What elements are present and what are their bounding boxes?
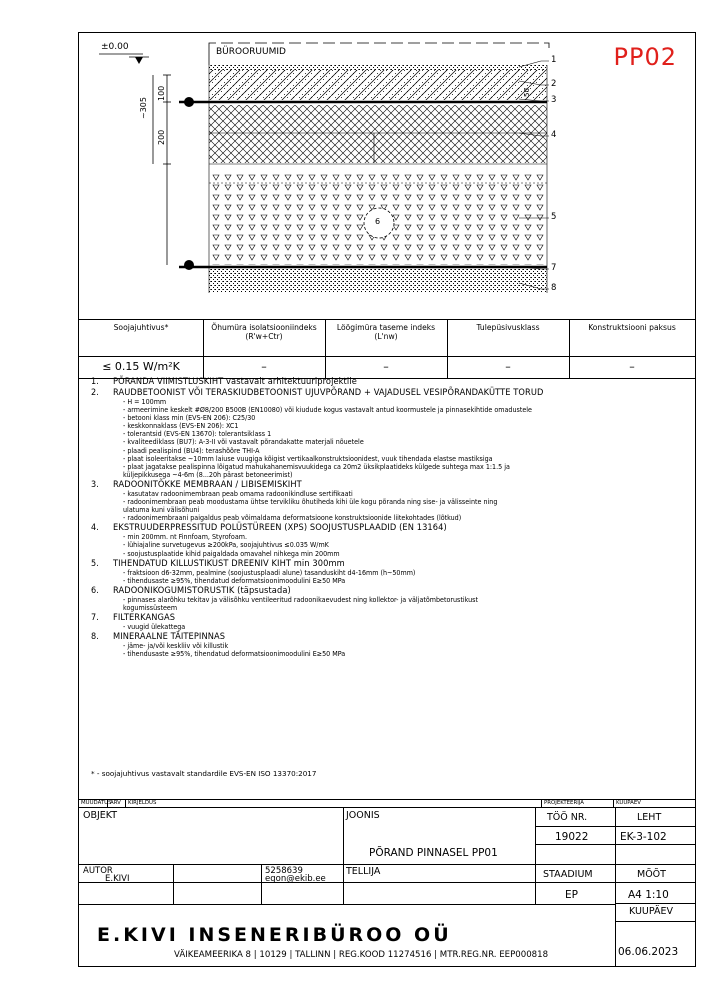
note-detail: - pinnases alarõhku tekitav ja välisõhku ventileeritud radoonikaevudest ning kollektor- ja väljatõmbetorustikust xyxy=(123,594,478,604)
note-detail: - fraktsioon d6-32mm, pealmine (soojustusplaadi alune) tasanduskiht d4-16mm (h~50mm) xyxy=(123,567,416,577)
note-item xyxy=(91,480,691,522)
layer-marker-1: 1 xyxy=(551,55,557,65)
staadium-value: EP xyxy=(565,889,578,901)
rev-header-kirjeldus: KIRJELDUS xyxy=(128,800,157,806)
note-detail: - tolerantsid (EVS-EN 13670): tolerantsiklass 1 xyxy=(123,429,272,439)
note-detail: - soojustusplaatide kihid paigaldada omavahel nihkega min 200mm xyxy=(123,548,340,558)
note-title: RADOONIKOGUMISTORUSTIK (täpsustada) xyxy=(113,584,291,596)
circle-marker-6: 6 xyxy=(375,217,381,226)
layer-marker-3: 3 xyxy=(551,95,557,105)
rev-header-kuupaev: KUUPÄEV xyxy=(616,800,641,806)
dim-total: ~305 xyxy=(139,97,148,119)
note-item xyxy=(91,377,691,387)
note-detail: küljepikkusega ~4-6m (8...20h pärast betoneerimist) xyxy=(123,469,293,479)
note-title: RADOONITÕKKE MEMBRAAN / LIBISEMISKIHT xyxy=(113,478,302,490)
autor-value: E.KIVI xyxy=(105,874,130,884)
dim-small: 50 xyxy=(523,88,531,97)
note-item xyxy=(91,559,691,585)
note-detail: - betooni klass min (EVS-EN 206): C25/30 xyxy=(123,413,256,423)
prop-header-airborne: Õhumüra isolatsiooniindeks (R'w+Ctr) xyxy=(211,323,317,341)
note-title: MINERAALNE TÄITEPINNAS xyxy=(113,631,226,643)
note-detail: - jäme- ja/või keskliiv või killustik xyxy=(123,641,229,651)
autor-label: AUTOR xyxy=(83,866,113,876)
note-detail: - kvaliteediklass (BU7): A-3-II või vastavalt põrandakatte materjali nõuetele xyxy=(123,437,364,447)
prop-value-thermal: ≤ 0.15 W/m²K xyxy=(102,360,180,373)
prop-header-fire: Tulepüsivusklass xyxy=(476,323,540,332)
prop-value-impact: – xyxy=(383,360,389,373)
note-number: 2. xyxy=(91,388,99,398)
staadium-label: STAADIUM xyxy=(543,869,593,880)
prop-header-impact: Löögimüra taseme indeks (L'nw) xyxy=(336,323,436,341)
note-item xyxy=(91,613,691,631)
contact-phone: 5258639 xyxy=(265,866,303,876)
layer-marker-8: 8 xyxy=(551,283,557,293)
note-detail: - kasutatav radoonimembraan peab omama radoonikindluse sertifikaati xyxy=(123,488,353,498)
dim-top: 100 xyxy=(157,85,166,101)
note-item xyxy=(91,586,691,612)
note-detail: ulatuma kuni välisõhuni xyxy=(123,505,200,515)
note-number: 7. xyxy=(91,612,99,623)
divider xyxy=(79,319,695,320)
note-detail: - tihendusaste ≥95%, tihendatud deformatsioonimoodulini E≥50 MPa xyxy=(123,649,346,659)
floor-section-drawing xyxy=(79,33,695,295)
note-detail: - H = 100mm xyxy=(123,397,167,406)
note-title: EKSTRUUDERPRESSITUD POLÜSTÜREEN (XPS) SOOJUSTUSPLAADID (EN 13164) xyxy=(113,522,447,534)
moot-label: MÕÕT xyxy=(637,869,666,880)
note-detail: - keskkonnaklass (EVS-EN 206): XC1 xyxy=(123,421,239,431)
contact-email: egon@ekib.ee xyxy=(265,874,326,884)
too-nr-value: 19022 xyxy=(555,831,589,843)
rev-header-projekteerija: PROJEKTEERIJA xyxy=(544,800,584,806)
note-detail: - vuugid ülekattega xyxy=(123,621,186,631)
note-detail: - armeerimine keskelt #Ø8/200 B500B (EN10080) või kiudude kogus vastavalt antud koormustele ja pinnasekihtide omadustele xyxy=(123,405,532,415)
footnote: * - soojajuhtivus vastavalt standardile EVS-EN ISO 13370:2017 xyxy=(91,769,317,778)
note-number: 5. xyxy=(91,558,99,569)
note-number: 6. xyxy=(91,585,99,596)
drawing-sheet xyxy=(78,32,696,967)
room-label: BÜROORUUMID xyxy=(216,47,286,57)
note-title: RAUDBETOONIST VÕI TERASKIUDBETOONIST UJUVPÕRAND + VAJADUSEL VESIPÕRANDAKÜTTE TORUD xyxy=(113,387,544,398)
note-detail: - tihendusaste ≥95%, tihendatud deformatsioonimoodulini E≥50 MPa xyxy=(123,575,346,585)
layer-marker-5: 5 xyxy=(551,212,557,222)
divider xyxy=(79,799,695,800)
layer-marker-4: 4 xyxy=(551,130,557,140)
note-title: PÕRANDA VIIMISTLUSKIHT vastavalt arhitektuuriprojektile xyxy=(113,376,357,387)
note-number: 4. xyxy=(91,523,99,534)
note-number: 8. xyxy=(91,632,99,643)
level-label: ±0.00 xyxy=(101,42,129,52)
layer-marker-2: 2 xyxy=(551,79,557,89)
note-number: 3. xyxy=(91,479,99,490)
drawing-code: PP02 xyxy=(613,43,677,71)
joonis-label: JOONIS xyxy=(346,810,380,821)
note-detail: - plaadi pealispind (BU4): terashõõre THI-A xyxy=(123,445,260,455)
note-detail: - plaat isoleeritakse ~10mm laiuse vuugiga kõigist vertikaalkonstruktsioonidest, vuuk tihendada elastse mastiksiga xyxy=(123,453,493,463)
company-details: VÄIKEAMEERIKA 8 | 10129 | TALLINN | REG.KOOD 11274516 | MTR.REG.NR. EEP000818 xyxy=(174,950,549,960)
prop-value-fire: – xyxy=(505,360,511,373)
prop-header-thickness: Konstruktsiooni paksus xyxy=(588,323,676,332)
leht-value: EK-3-102 xyxy=(620,831,667,843)
objekt-label: OBJEKT xyxy=(83,810,118,821)
note-item xyxy=(91,388,691,479)
note-title: TIHENDATUD KILLUSTIKUST DREENIV KIHT min 300mm xyxy=(113,557,345,569)
note-detail: - radoonimembraani paigaldus peab võimaldama deformatsioone konstruktsioonide liitekohtades (lõtkud) xyxy=(123,513,462,523)
note-title: FILTERKANGAS xyxy=(113,611,176,623)
dim-bottom: 200 xyxy=(157,129,166,145)
prop-header-thermal: Soojajuhtivus* xyxy=(113,323,169,332)
note-item xyxy=(91,523,691,557)
note-detail: kogumissüsteem xyxy=(123,602,178,612)
prop-value-airborne: – xyxy=(261,360,267,373)
kuupaev-value: 06.06.2023 xyxy=(618,946,679,958)
rev-header-muudatus: MUUDATUS xyxy=(81,800,112,806)
prop-value-thickness: – xyxy=(629,360,635,373)
note-detail: - plaat jagatakse pealispinna lõigatud mahukahanemisvuukidega ca 20m2 üksikplaatideks külgede suhtega max 1:1.5 ja xyxy=(123,461,510,471)
leht-label: LEHT xyxy=(637,812,662,823)
company-name: E.KIVI INSENERIBÜROO OÜ xyxy=(97,924,452,946)
note-item xyxy=(91,632,691,658)
note-detail: - lühiajaline survetugevus ≥200kPa, soojajuhtivus ≤0.035 W/mK xyxy=(123,540,329,550)
note-detail: - min 200mm. nt Finnfoam, Styrofoam. xyxy=(123,532,247,542)
note-number: 1. xyxy=(91,377,99,387)
moot-value: A4 1:10 xyxy=(628,889,669,901)
layer-notes xyxy=(91,377,691,658)
layer-marker-7: 7 xyxy=(551,263,557,273)
kuupaev-label: KUUPÄEV xyxy=(629,906,674,917)
rev-header-arv: ARV xyxy=(110,800,121,806)
note-detail: - radoonimembraan peab moodustama ühtse tervikliku õhutiheda kihi üle kogu põranda ning sise- ja välisseinte ning xyxy=(123,497,498,507)
tellija-label: TELLIJA xyxy=(346,866,381,877)
too-nr-label: TÖÖ NR. xyxy=(547,812,588,823)
drawing-title: PÕRAND PINNASEL PP01 xyxy=(369,847,498,859)
